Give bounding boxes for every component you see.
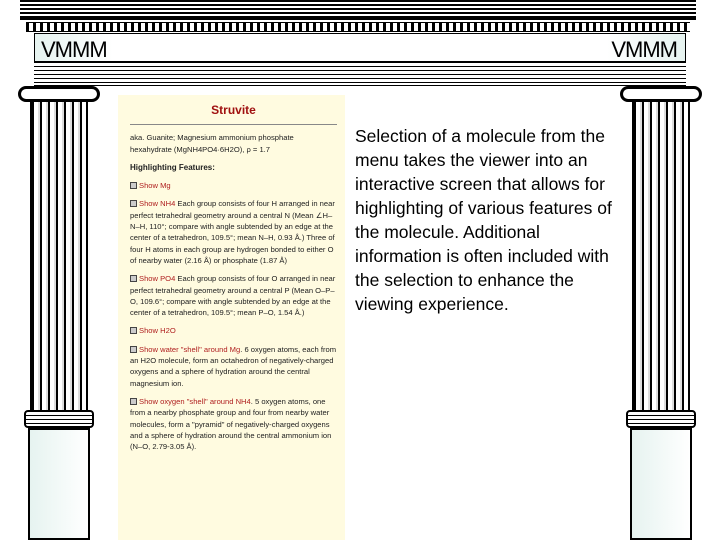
- page-title: Struvite: [211, 103, 256, 117]
- feature-item: [130, 344, 337, 389]
- left-column-shaft: [30, 102, 88, 412]
- feature-link[interactable]: Show water "shell" around Mg: [139, 344, 241, 354]
- temple-architrave: [34, 66, 686, 86]
- feature-item: [130, 273, 337, 318]
- checkbox[interactable]: [130, 275, 137, 282]
- right-column-plinth: [630, 428, 692, 540]
- banner-logo-right: VMMM: [611, 37, 677, 62]
- checkbox[interactable]: [130, 398, 137, 405]
- feature-text: . 6 oxygen atoms, each from an H2O molecule, form an octahedron of negatively-charged oxygens and a sphere of hydration around the central magnesium ion.: [130, 344, 337, 388]
- feature-text: Each group consists of four O arranged in near perfect tetrahedral geometry around a central P (Mean O–P–O, 109.6°; compare with angle subtended by an edge at the center of a tetrahedron, 109.5°; mean P–O, 1.54 Å.): [130, 274, 336, 318]
- feature-item: [130, 198, 337, 266]
- left-column-base: [24, 410, 94, 428]
- intro-text: aka. Guanite; Magnesium ammonium phosphate hexahydrate (MgNH4PO4·6H2O), ρ = 1.7: [130, 133, 294, 154]
- feature-text: . 5 oxygen atoms, one from a nearby phosphate group and four from nearby water molecules, form a "pyramid" of negatively-charged oxygens and a sphere of hydration around the central ammonium ion (N–O, 2.79-3.05 Å).: [130, 396, 332, 452]
- checkbox[interactable]: [130, 200, 137, 207]
- divider: [130, 124, 337, 125]
- feature-link[interactable]: Show oxygen "shell" around NH4: [139, 396, 251, 406]
- feature-text: Each group consists of four H arranged in near perfect tetrahedral geometry around a central N (Mean ∠H–N–H, 110°; compare with angle subtended by an edge at the center of a tetrahedron, 109.5°; mean N–H, 0.93 Å.) Three of four H atoms in each group are hydrogen bonded to either O of nearby water (2.16 Å) or phosphate (1.87 Å): [130, 199, 335, 265]
- feature-link[interactable]: Show PO4: [139, 274, 176, 284]
- right-column-shaft: [632, 102, 690, 412]
- checkbox[interactable]: [130, 182, 137, 189]
- struvite-screenshot: [118, 95, 345, 540]
- section-heading: Highlighting Features:: [130, 162, 215, 172]
- temple-cornice: [20, 0, 696, 20]
- slide-description: Selection of a molecule from the menu takes the viewer into an interactive screen that allows for highlighting of various features of the molecule. Additional information is often included with the selection to enhance the viewing experience.: [355, 126, 612, 314]
- feature-item: [130, 325, 337, 336]
- feature-link[interactable]: Show NH4: [139, 199, 176, 209]
- feature-link[interactable]: Show Mg: [139, 181, 171, 191]
- left-column-capital: [18, 86, 100, 102]
- left-column-plinth: [28, 428, 90, 540]
- feature-item: [130, 396, 337, 452]
- right-column-capital: [620, 86, 702, 102]
- temple-dentils: [26, 22, 690, 32]
- feature-item: [130, 180, 337, 191]
- checkbox[interactable]: [130, 327, 137, 334]
- right-column-base: [626, 410, 696, 428]
- temple-frieze: [34, 33, 686, 63]
- banner-logo-left: VMMM: [41, 37, 107, 62]
- checkbox[interactable]: [130, 346, 137, 353]
- feature-link[interactable]: Show H2O: [139, 326, 176, 336]
